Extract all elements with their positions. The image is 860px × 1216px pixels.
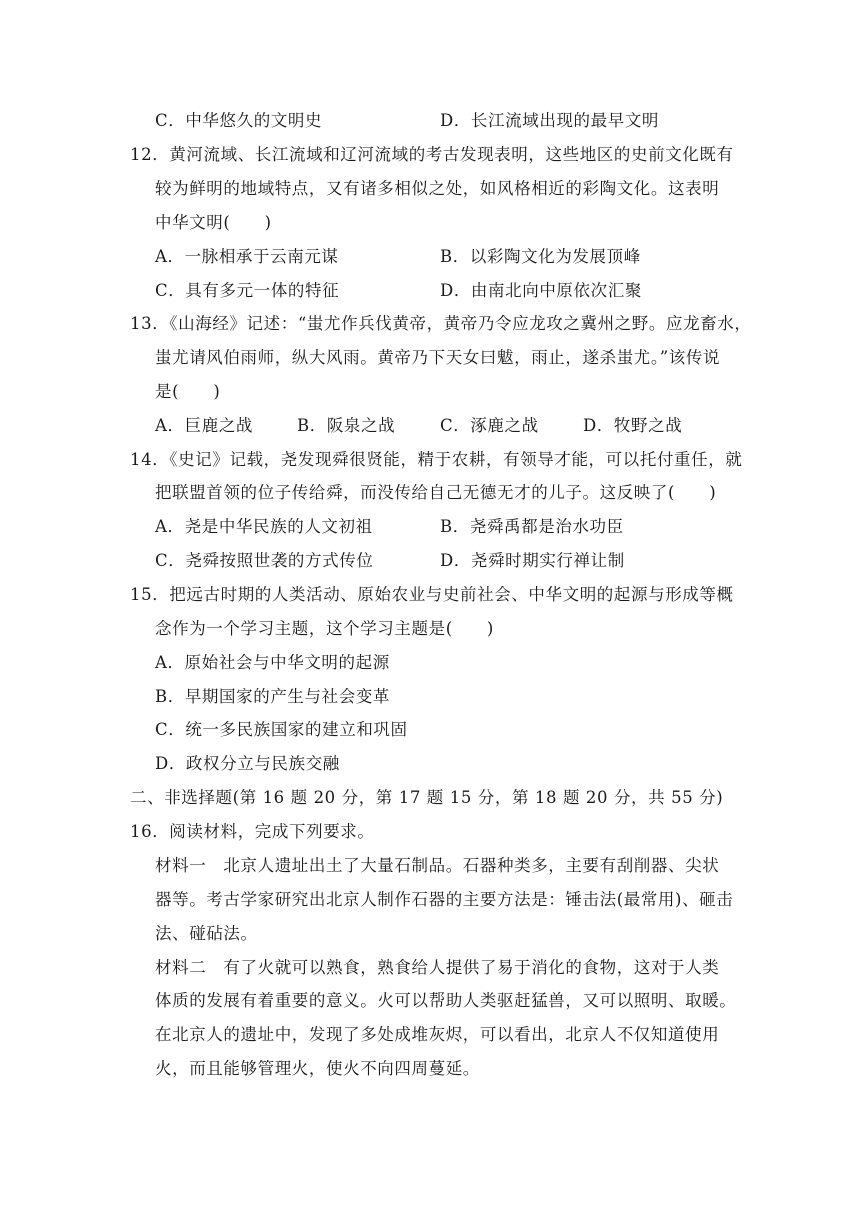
q12-stem-line-1: 12．黄河流域、长江流域和辽河流域的考古发现表明，这些地区的史前文化既有 — [130, 145, 734, 164]
q13-stem-line-3: 是( ) — [155, 382, 221, 401]
q12-option-d: D．由南北向中原依次汇聚 — [440, 281, 642, 300]
q11-option-d: D．长江流域出现的最早文明 — [440, 111, 660, 130]
q16-stem: 16．阅读材料，完成下列要求。 — [130, 822, 375, 841]
q14-option-c: C．尧舜按照世袭的方式传位 — [155, 551, 374, 570]
q15-option-c: C．统一多民族国家的建立和巩固 — [155, 720, 408, 739]
q15-option-b: B．早期国家的产生与社会变革 — [155, 687, 391, 706]
q13-stem-line-1: 13．《山海经》记述：“蚩尤作兵伐黄帝，黄帝乃令应龙攻之冀州之野。应龙畜水， — [130, 314, 752, 333]
q14-option-d: D．尧舜时期实行禅让制 — [440, 551, 625, 570]
q15-option-d: D．政权分立与民族交融 — [155, 754, 340, 773]
q14-stem-line-1: 14．《史记》记载，尧发现舜很贤能，精于农耕，有领导才能，可以托付重任，就 — [130, 450, 743, 469]
q15-stem-line-1: 15．把远古时期的人类活动、原始农业与史前社会、中华文明的起源与形成等概 — [130, 585, 734, 604]
q12-option-a: A．一脉相承于云南元谋 — [155, 247, 339, 266]
q16-material-2-line-4: 火，而且能够管理火，使火不向四周蔓延。 — [155, 1059, 480, 1078]
q16-material-2-line-1: 材料二 有了火就可以熟食，熟食给人提供了易于消化的食物，这对于人类 — [155, 958, 720, 977]
q13-option-a: A．巨鹿之战 — [155, 416, 254, 435]
q15-option-a: A．原始社会与中华文明的起源 — [155, 653, 390, 672]
q14-option-b: B．尧舜禹都是治水功臣 — [440, 517, 624, 536]
q12-option-b: B．以彩陶文化为发展顶峰 — [440, 247, 641, 266]
q16-material-1-line-1: 材料一 北京人遗址出土了大量石制品。石器种类多，主要有刮削器、尖状 — [155, 856, 720, 875]
q16-material-1-line-2: 器等。考古学家研究出北京人制作石器的主要方法是：锤击法(最常用)、砸击 — [155, 890, 734, 909]
q11-option-c: C．中华悠久的文明史 — [155, 111, 323, 130]
q13-stem-line-2: 蚩尤请风伯雨师，纵大风雨。黄帝乃下天女曰魃，雨止，遂杀蚩尤。”该传说 — [155, 348, 721, 367]
q16-material-1-line-3: 法、碰砧法。 — [155, 924, 258, 943]
q13-option-d: D．牧野之战 — [583, 416, 683, 435]
section-2-heading: 二、非选择题(第 16 题 20 分，第 17 题 15 分，第 18 题 20 分，共 55 分) — [130, 788, 724, 807]
q12-option-c: C．具有多元一体的特征 — [155, 281, 340, 300]
q16-material-2-line-3: 在北京人的遗址中，发现了多处成堆灰烬，可以看出，北京人不仅知道使用 — [155, 1025, 720, 1044]
q12-stem-line-3: 中华文明( ) — [155, 213, 272, 232]
q14-stem-line-2: 把联盟首领的位子传给舜，而没传给自己无德无才的儿子。这反映了( ) — [155, 483, 717, 502]
q13-option-b: B．阪泉之战 — [297, 416, 396, 435]
q13-option-c: C．涿鹿之战 — [440, 416, 539, 435]
q12-stem-line-2: 较为鲜明的地域特点，又有诸多相似之处，如风格相近的彩陶文化。这表明 — [155, 179, 720, 198]
q14-option-a: A．尧是中华民族的人文初祖 — [155, 517, 373, 536]
q15-stem-line-2: 念作为一个学习主题，这个学习主题是( ) — [155, 619, 494, 638]
q16-material-2-line-2: 体质的发展有着重要的意义。火可以帮助人类驱赶猛兽，又可以照明、取暖。 — [155, 991, 737, 1010]
